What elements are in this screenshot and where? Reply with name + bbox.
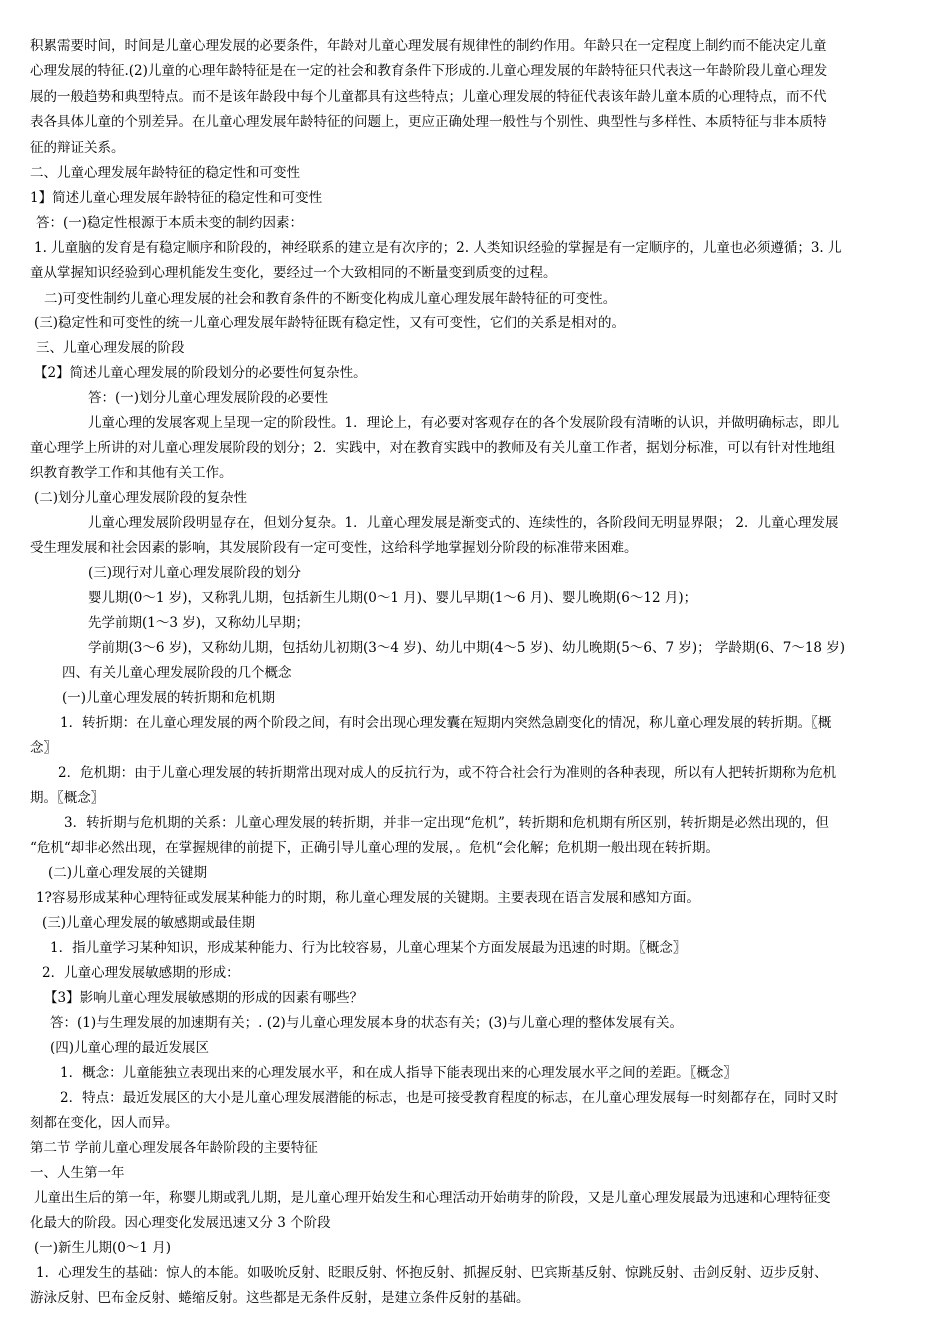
text-line: 答：(一)划分儿童心理发展阶段的必要性 — [88, 390, 329, 406]
text-line: 2．特点：最近发展区的大小是儿童心理发展潜能的标志，也是可接受教育程度的标志，在儿童心理发展每一时刻都存在，同时又时 — [60, 1090, 839, 1106]
text-line: (三)稳定性和可变性的统一儿童心理发展年龄特征既有稳定性，又有可变性，它们的关系是相对的。 — [34, 315, 626, 331]
text-line: 3．转折期与危机期的关系：儿童心理发展的转折期，并非一定出现“危机”，转折期和危机期有所区别，转折期是必然出现的，但 — [64, 815, 829, 831]
text-line: 1?容易形成某种心理特征或发展某种能力的时期，称儿童心理发展的关键期。主要表现在语言发展和感知方面。 — [36, 890, 700, 906]
text-line: 念〗 — [30, 740, 57, 756]
text-line: (三)儿童心理发展的敏感期或最佳期 — [42, 915, 256, 931]
text-line: 1．心理发生的基础：惊人的本能。如吸吮反射、眨眼反射、怀抱反射、抓握反射、巴宾斯基反射、惊跳反射、击剑反射、迈步反射、 — [36, 1265, 828, 1281]
text-line: 四、有关儿童心理发展阶段的几个概念 — [62, 665, 292, 681]
text-line: 2．儿童心理发展敏感期的形成： — [42, 965, 240, 981]
text-line: 二、儿童心理发展年龄特征的稳定性和可变性 — [30, 165, 300, 181]
text-line: 心理发展的特征.(2)儿童的心理年龄特征是在一定的社会和教育条件下形成的.儿童心理发展的年龄特征只代表这一年龄阶段儿童心理发 — [30, 63, 828, 79]
text-line: 表各具体儿童的个别差异。在儿童心理发展年龄特征的问题上，更应正确处理一般性与个别性、典型性与多样性、本质特征与非本质特 — [30, 114, 827, 130]
text-line: (二)划分儿童心理发展阶段的复杂性 — [34, 490, 248, 506]
text-line: 2．危机期：由于儿童心理发展的转折期常出现对成人的反抗行为，或不符合社会行为准则的各种表现，所以有人把转折期称为危机 — [58, 765, 837, 781]
text-line: 积累需要时间，时间是儿童心理发展的必要条件，年龄对儿童心理发展有规律性的制约作用。年龄只在一定程度上制约而不能决定儿童 — [30, 38, 827, 54]
text-line: 儿童出生后的第一年，称婴儿期或乳儿期，是儿童心理开始发生和心理活动开始萌芽的阶段，又是儿童心理发展最为迅速和心理特征变 — [34, 1190, 831, 1206]
text-line: 童从掌握知识经验到心理机能发生变化，要经过一个大致相同的不断量变到质变的过程。 — [30, 265, 557, 281]
text-line: 第二节 学前儿童心理发展各年龄阶段的主要特征 — [30, 1140, 318, 1156]
text-line: 1. 儿童脑的发育是有稳定顺序和阶段的，神经联系的建立是有次序的；2. 人类知识经验的掌握是有一定顺序的，儿童也必须遵循；3. 儿 — [34, 240, 842, 256]
text-line: 期。〖概念〗 — [30, 790, 105, 806]
text-line: “危机“却非必然出现，在掌握规律的前提下，正确引导儿童心理的发展，。危机“会化解；危机期一般出现在转折期。 — [30, 840, 719, 856]
text-line: 三、儿童心理发展的阶段 — [36, 340, 185, 356]
text-line: 征的辩证关系。 — [30, 140, 125, 156]
text-line: 儿童心理的发展客观上呈现一定的阶段性。1．理论上，有必要对客观存在的各个发展阶段有清晰的认识，并做明确标志，即儿 — [88, 415, 840, 431]
text-line: 童心理学上所讲的对儿童心理发展阶段的划分；2．实践中，对在教育实践中的教师及有关儿童工作者，据划分标准，可以有针对性地组 — [30, 440, 836, 456]
text-line: 游泳反射、巴布金反射、蜷缩反射。这些都是无条件反射，是建立条件反射的基础。 — [30, 1290, 530, 1306]
text-line: (二)儿童心理发展的关键期 — [48, 865, 208, 881]
text-line: (四)儿童心理的最近发展区 — [50, 1040, 210, 1056]
text-line: (三)现行对儿童心理发展阶段的划分 — [88, 565, 302, 581]
text-line: 1．指儿童学习某种知识，形成某种能力、行为比较容易，儿童心理某个方面发展最为迅速的时期。〖概念〗 — [50, 940, 687, 956]
text-line: 婴儿期(0～1 岁)，又称乳儿期，包括新生儿期(0～1 月)、婴儿早期(1～6 月)、婴儿晚期(6～12 月)； — [88, 590, 698, 606]
text-line: 答：(一)稳定性根源于本质未变的制约因素： — [36, 215, 304, 231]
text-line: 二)可变性制约儿童心理发展的社会和教育条件的不断变化构成儿童心理发展年龄特征的可变性。 — [44, 291, 617, 307]
text-line: (一)新生儿期(0～1 月) — [34, 1240, 172, 1256]
text-line: 【3】影响儿童心理发展敏感期的形成的因素有哪些？ — [44, 990, 364, 1006]
text-line: 化最大的阶段。因心理变化发展迅速又分 3 个阶段 — [30, 1215, 331, 1231]
text-line: 一、人生第一年 — [30, 1165, 125, 1181]
text-line: 织教育教学工作和其他有关工作。 — [30, 465, 233, 481]
text-line: 受生理发展和社会因素的影响，其发展阶段有一定可变性，这给科学地掌握划分阶段的标准带来困难。 — [30, 540, 638, 556]
text-line: 展的一般趋势和典型特点。而不是该年龄段中每个儿童都具有这些特点；儿童心理发展的特征代表该年龄儿童本质的心理特点，而不代 — [30, 89, 827, 105]
text-line: 儿童心理发展阶段明显存在，但划分复杂。1．儿童心理发展是渐变式的、连续性的，各阶段间无明显界限； 2．儿童心理发展 — [88, 515, 839, 531]
text-line: 刻都在变化，因人而异。 — [30, 1115, 179, 1131]
text-line: 1．转折期：在儿童心理发展的两个阶段之间，有时会出现心理发囊在短期内突然急剧变化的情况，称儿童心理发展的转折期。〖概 — [60, 715, 832, 731]
text-line: 1】简述儿童心理发展年龄特征的稳定性和可变性 — [30, 190, 323, 206]
text-line: (一)儿童心理发展的转折期和危机期 — [62, 690, 276, 706]
text-line: 先学前期(1～3 岁)，又称幼儿早期； — [88, 615, 310, 631]
text-line: 学前期(3～6 岁)，又称幼儿期，包括幼儿初期(3～4 岁)、幼儿中期(4～5 岁)、幼儿晚期(5～6、7 岁)； 学龄期(6、7～18 岁) — [88, 640, 846, 656]
text-line: 1．概念：儿童能独立表现出来的心理发展水平，和在成人指导下能表现出来的心理发展水平之间的差距。〖概念〗 — [60, 1065, 737, 1081]
text-line: 答：(1)与生理发展的加速期有关；. (2)与儿童心理发展本身的状态有关；(3)与儿童心理的整体发展有关。 — [50, 1015, 683, 1031]
text-line: 【2】简述儿童心理发展的阶段划分的必要性何复杂性。 — [34, 365, 367, 381]
